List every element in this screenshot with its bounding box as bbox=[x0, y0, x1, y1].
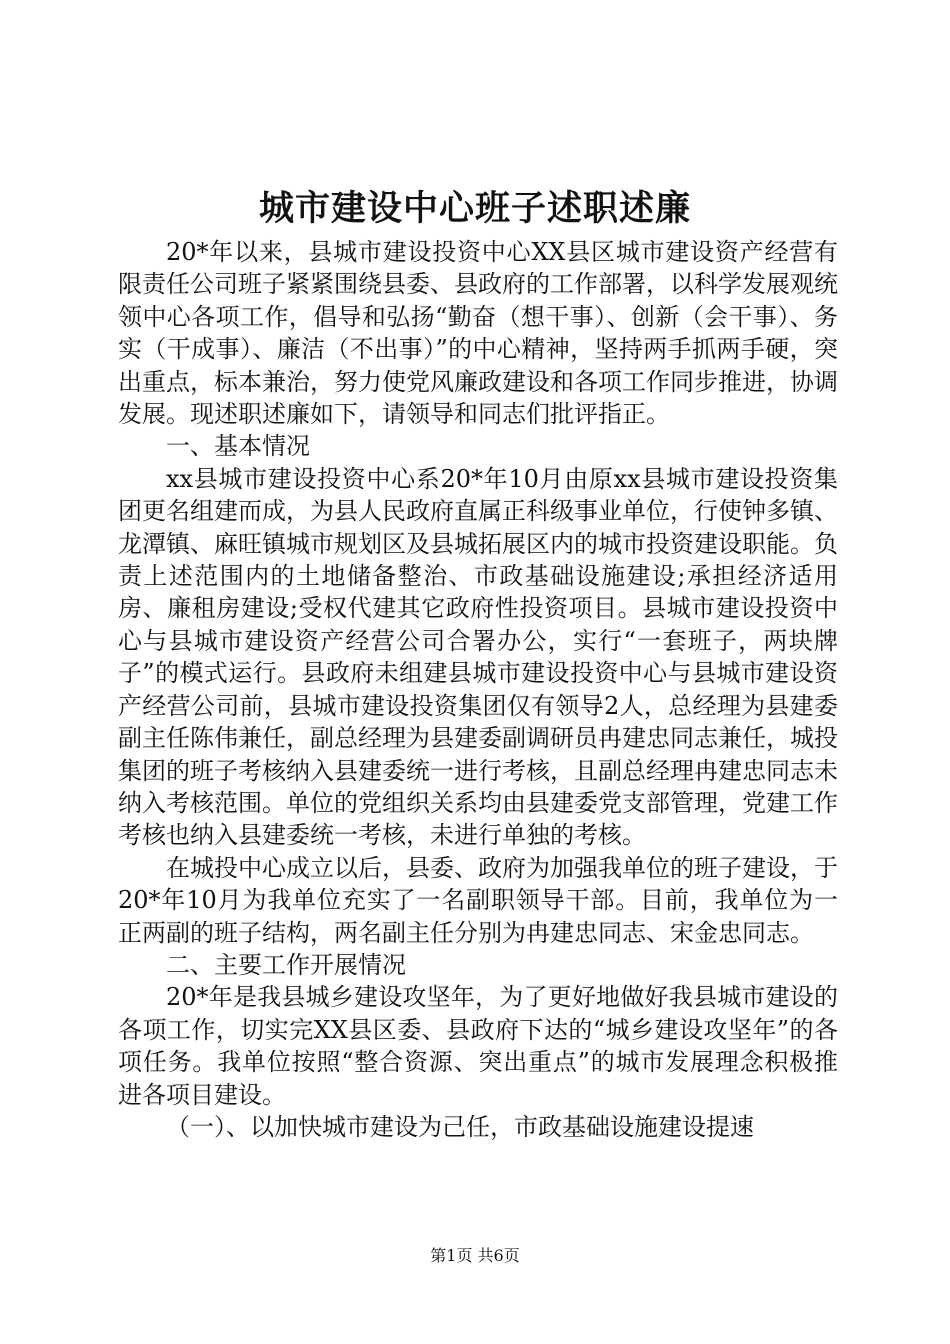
paragraph-team-structure: 在城投中心成立以后，县委、政府为加强我单位的班子建设，于20*年10月为我单位充实了一名副职领导干部。目前，我单位为一正两副的班子结构，两名副主任分别为冉建忠同志、宋金忠同志。 bbox=[118, 853, 838, 947]
page-footer: 第1页 共6页 bbox=[430, 1246, 520, 1265]
section-heading-main-work: 二、主要工作开展情况 bbox=[166, 950, 406, 979]
document-title: 城市建设中心班子述职述廉 bbox=[258, 188, 691, 229]
subsection-heading-infrastructure: （一）、以加快城市建设为己任，市政基础设施建设提速 bbox=[166, 1112, 754, 1141]
paragraph-main-work: 20*年是我县城乡建设攻坚年，为了更好地做好我县城市建设的各项工作，切实完XX县区委、县政府下达的“城乡建设攻坚年”的各项任务。我单位按照“整合资源、突出重点”的城市发展理念积极推进各项目建设。 bbox=[118, 983, 838, 1109]
paragraph-intro: 20*年以来，县城市建设投资中心XX县区城市建设资产经营有限责任公司班子紧紧围绕县委、县政府的工作部署，以科学发展观统领中心各项工作，倡导和弘扬“勤奋（想干事）、创新（会干事）、务实（干成事）、廉洁（不出事）”的中心精神，坚持两手抓两手硬，突出重点，标本兼治，努力使党风廉政建设和各项工作同步推进，协调发展。现述职述廉如下，请领导和同志们批评指正。 bbox=[118, 238, 838, 429]
section-heading-basic: 一、基本情况 bbox=[166, 432, 310, 461]
document-body bbox=[118, 236, 838, 1143]
paragraph-basic-info: xx县城市建设投资中心系20*年10月由原xx县城市建设投资集团更名组建而成，为县人民政府直属正科级事业单位，行使钟多镇、龙潭镇、麻旺镇城市规划区及县城拓展区内的城市投资建设职能。负责上述范围内的土地储备整治、市政基础设施建设;承担经济适用房、廉租房建设;受权代建其它政府性投资项目。县城市建设投资中心与县城市建设资产经营公司合署办公，实行“一套班子，两块牌子”的模式运行。县政府未组建县城市建设投资中心与县城市建设资产经营公司前，县城市建设投资集团仅有领导2人，总经理为县建委副主任陈伟兼任，副总经理为县建委副调研员冉建忠同志兼任，城投集团的班子考核纳入县建委统一进行考核，且副总经理冉建忠同志未纳入考核范围。单位的党组织关系均由县建委党支部管理，党建工作考核也纳入县建委统一考核，未进行单独的考核。 bbox=[118, 464, 838, 850]
